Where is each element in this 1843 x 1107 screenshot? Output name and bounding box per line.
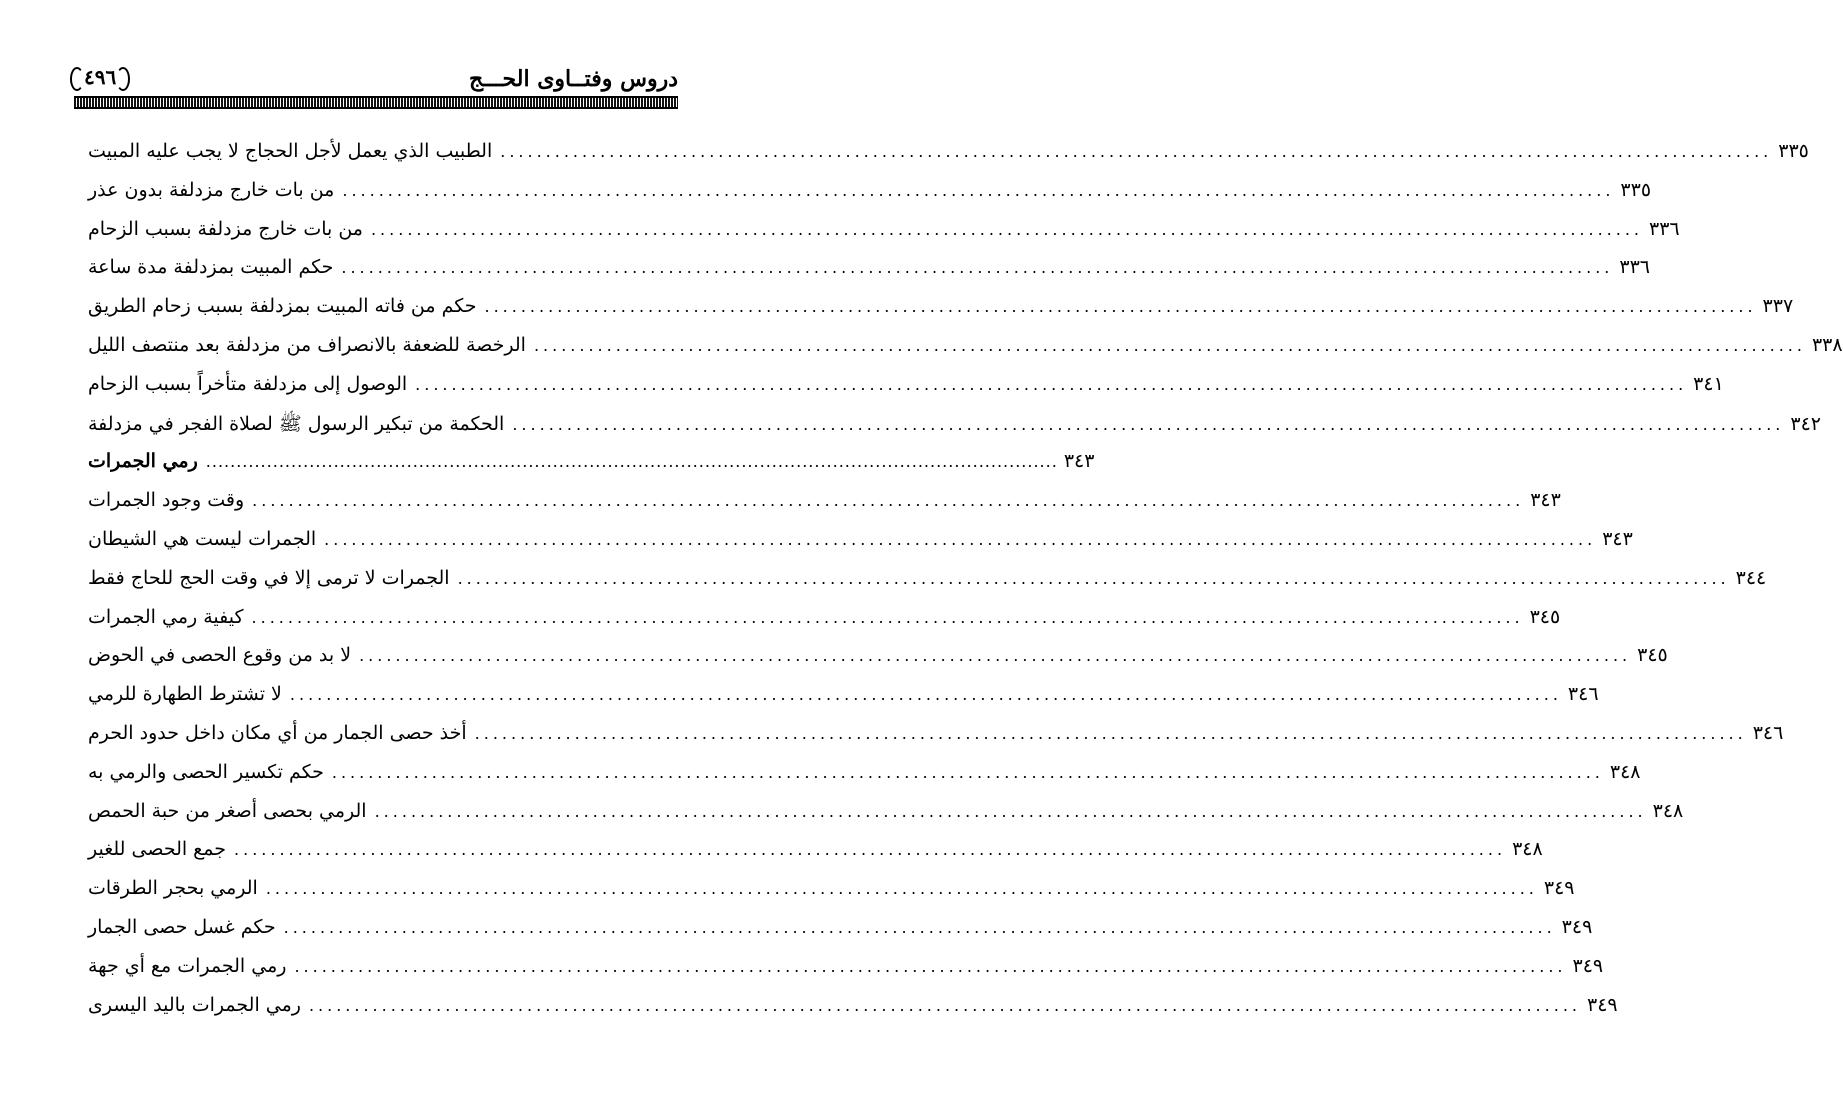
toc-entry — [88, 683, 1599, 722]
toc-entry-title: الحكمة من تبكير الرسول ﷺ لصلاة الفجر في مزدلفة — [88, 412, 505, 435]
toc-entry-page: ٣٤٩ — [1561, 915, 1593, 938]
toc-entry-title: الوصول إلى مزدلفة متأخراً بسبب الزحام — [88, 372, 408, 395]
toc-entry — [88, 372, 1724, 412]
toc-entry-title: رمي الجمرات مع أي جهة — [88, 954, 287, 977]
toc-entry — [88, 527, 1633, 567]
toc-entry-title: الجمرات ليست هي الشيطان — [88, 527, 317, 550]
toc-entry-title: الرخصة للضعفة بالانصراف من مزدلفة بعد منتصف الليل — [88, 333, 526, 356]
toc-entry — [88, 566, 1767, 606]
toc-entry-page: ٣٤٢ — [1790, 412, 1821, 435]
toc-entry — [88, 178, 1652, 218]
toc-entry-title: حكم المبيت بمزدلفة مدة ساعة — [88, 256, 334, 279]
toc-entry-title: حكم من فاته المبيت بمزدلفة بسبب زحام الطريق — [88, 295, 477, 318]
toc-entry — [88, 333, 1843, 373]
toc-entry-title: وقت وجود الجمرات — [88, 489, 245, 512]
toc-entry-title: الطبيب الذي يعمل لأجل الحجاج لا يجب عليه المبيت — [88, 140, 493, 162]
toc-entry — [88, 295, 1794, 334]
toc-entry — [88, 644, 1668, 683]
toc-entry-page: ٣٤٣ — [1063, 450, 1095, 473]
toc-entry-title: لا بد من وقوع الحصى في الحوض — [88, 644, 352, 667]
dot-leader: ............................................................................................................................................ — [500, 142, 1773, 161]
toc-entry-page: ٣٣٨ — [1811, 333, 1843, 356]
toc-entry-title: كيفية رمي الجمرات — [88, 605, 244, 628]
book-title: دروس وفتــاوى الحـــج — [469, 66, 678, 92]
toc-entry-page: ٣٤٩ — [1586, 993, 1618, 1016]
dot-leader: ............................................................................................................................................ — [374, 801, 1647, 821]
toc-entry — [88, 954, 1604, 994]
toc-entry — [88, 799, 1684, 839]
toc-entry-title: من بات خارج مزدلفة بسبب الزحام — [88, 217, 363, 240]
dot-leader: ............................................................................................................................................ — [484, 297, 1757, 317]
dot-leader: ............................................................................................................................................ — [457, 568, 1730, 588]
toc-entry — [88, 217, 1680, 257]
toc-entry-page: ٣٤٦ — [1752, 721, 1784, 744]
toc-entry-page: ٣٤٩ — [1572, 954, 1604, 977]
dot-leader: ............................................................................................................................................ — [415, 374, 1688, 394]
table-of-contents — [88, 140, 1843, 1032]
toc-entry-page: ٣٤٣ — [1530, 489, 1561, 512]
toc-entry-page: ٣٤٩ — [1543, 877, 1575, 900]
toc-entry-page: ٣٤٤ — [1735, 566, 1767, 589]
toc-entry-page: ٣٤٦ — [1567, 683, 1599, 706]
dot-leader: ............................................................................................................................................ — [359, 646, 1632, 666]
toc-entry-page: ٣٤٨ — [1609, 760, 1641, 783]
toc-entry — [88, 838, 1543, 877]
toc-entry — [88, 489, 1561, 528]
toc-entry — [88, 412, 1821, 451]
dot-leader: ............................................................................................................................................ — [341, 258, 1614, 278]
dot-leader: ............................................................................................................................................ — [308, 995, 1581, 1015]
toc-entry-page: ٣٣٦ — [1649, 217, 1680, 240]
toc-entry-title: رمي الجمرات باليد اليسرى — [88, 993, 301, 1016]
toc-entry-title: الرمي بحصى أصغر من حبة الحمص — [88, 799, 367, 822]
dot-leader: ............................................................................................................................................ — [533, 335, 1806, 355]
toc-entry — [88, 915, 1593, 955]
dot-leader: ............................................................................................................................................ — [289, 685, 1562, 705]
toc-entry-page: ٣٣٥ — [1778, 140, 1809, 162]
page-number: ٤٩٦ — [74, 64, 126, 90]
dot-leader: ............................................................................................................................................ — [251, 607, 1524, 627]
toc-entry — [88, 721, 1784, 761]
toc-entry-title: جمع الحصى للغير — [88, 838, 227, 861]
toc-entry — [88, 993, 1618, 1033]
toc-entry-page: ٣٤١ — [1693, 372, 1724, 395]
dot-leader: ............................................................................................................................................ — [283, 917, 1556, 937]
toc-entry-page: ٣٣٧ — [1762, 295, 1794, 318]
toc-entry-page: ٣٤٣ — [1602, 527, 1633, 550]
dot-leader: ............................................................................................................................................ — [370, 219, 1643, 239]
toc-entry-page: ٣٤٨ — [1652, 799, 1684, 822]
toc-entry-page: ٣٤٨ — [1512, 838, 1543, 861]
toc-entry-page: ٣٣٦ — [1619, 256, 1651, 279]
toc-entry-title: من بات خارج مزدلفة بدون عذر — [88, 178, 335, 201]
header-rule — [74, 96, 678, 109]
dot-leader: ............................................................................................................................................ — [234, 840, 1507, 860]
dot-leader: ............................................................................................................................................ — [331, 762, 1604, 782]
toc-entry-title: لا تشترط الطهارة للرمي — [88, 683, 282, 706]
toc-entry — [88, 140, 1809, 179]
toc-entry-title: أخذ حصى الجمار من أي مكان داخل حدود الحرم — [88, 721, 467, 744]
dot-leader: ............................................................................................................................................ — [342, 180, 1615, 200]
toc-entry-page: ٣٣٥ — [1620, 178, 1652, 201]
toc-entry-title: حكم غسل حصى الجمار — [88, 915, 276, 938]
toc-entry — [88, 256, 1651, 295]
dot-leader: ............................................................................................................................................ — [252, 491, 1525, 511]
toc-entry-title: رمي الجمرات — [88, 450, 198, 473]
dot-leader: ............................................................................................................................................ — [294, 956, 1567, 976]
toc-entry — [88, 605, 1561, 645]
dot-leader: ............................................................................................................................................ — [512, 414, 1785, 434]
toc-entry-title: الرمي بحجر الطرقات — [88, 877, 258, 900]
dot-leader: ............................................................................................................................................ — [265, 879, 1538, 899]
toc-entry — [88, 877, 1575, 916]
toc-entry — [88, 760, 1641, 800]
dot-leader: ............................................................................................................................................ — [474, 723, 1747, 743]
dot-leader: ............................................................................................................................................ — [324, 529, 1597, 549]
dot-leader: ............................................................................................................................................ — [205, 452, 1058, 472]
toc-entry-title: الجمرات لا ترمى إلا في وقت الحج للحاج فقط — [88, 566, 450, 589]
toc-entry-page: ٣٤٥ — [1529, 605, 1561, 628]
toc-entry-title: حكم تكسير الحصى والرمي به — [88, 760, 324, 783]
toc-section-heading — [88, 450, 1095, 489]
toc-entry-page: ٣٤٥ — [1637, 644, 1668, 667]
